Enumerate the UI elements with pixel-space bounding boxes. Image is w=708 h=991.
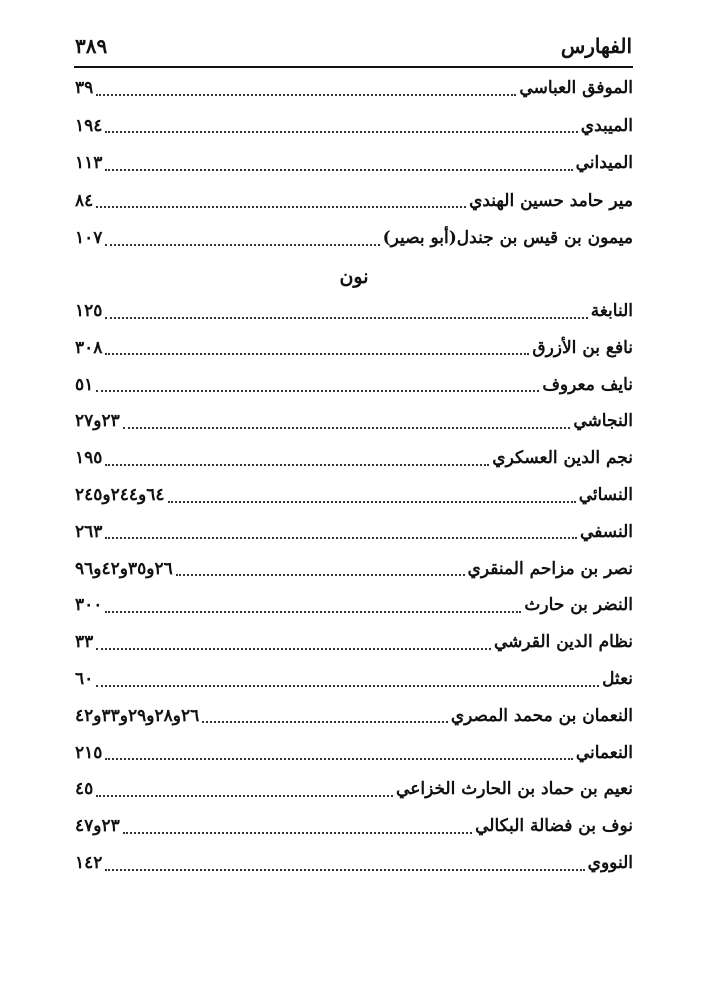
entry-pages: ٢١٥ [75, 742, 103, 763]
dot-leader [105, 463, 489, 466]
dot-leader [96, 794, 393, 797]
dot-leader [105, 243, 379, 246]
entry-name: الميبدي [580, 115, 633, 136]
page-title: الفهارس [560, 34, 632, 58]
entry-pages: ٣٠٠ [75, 595, 103, 616]
entry-name: النجاشي [573, 411, 633, 432]
index-entry [75, 186, 633, 216]
dot-leader [105, 130, 577, 133]
page-number: ٣٨٩ [75, 34, 108, 58]
dot-leader [168, 500, 576, 503]
entry-pages: ٥١ [75, 374, 94, 395]
entry-pages: ٨٤ [75, 190, 94, 211]
entry-name: نعيم بن حماد بن الحارث الخزاعي [396, 779, 633, 800]
dot-leader [105, 316, 587, 319]
index-entry [75, 517, 633, 547]
index-entry [75, 664, 633, 694]
page-header [75, 32, 632, 60]
index-entry [75, 554, 633, 584]
entry-name: نايف معروف [542, 374, 633, 395]
index-entry [75, 73, 633, 103]
index-entry [75, 370, 633, 400]
dot-leader [176, 573, 465, 576]
entry-name: النعماني [575, 742, 633, 763]
index-entry [75, 223, 633, 253]
entry-name: النضر بن حارث [524, 595, 633, 616]
dot-leader [105, 868, 584, 871]
entry-pages: ١٩٤ [75, 115, 103, 136]
dot-leader [105, 757, 572, 760]
entry-name: مير حامد حسين الهندي [469, 190, 633, 211]
entry-name: النووي [587, 853, 633, 873]
entry-name: النسائي [578, 485, 633, 505]
entry-name: ميمون بن قيس بن جندل(أبو بصير) [382, 228, 633, 248]
dot-leader [123, 831, 472, 834]
index-entry [75, 811, 633, 841]
index-entry [75, 333, 633, 363]
entry-pages: ٦٤و٢٤٤و٢٤٥ [75, 485, 165, 505]
dot-leader [202, 720, 448, 723]
index-entry [75, 774, 633, 804]
dot-leader [105, 168, 572, 171]
index-entry [75, 480, 633, 510]
entry-pages: ٢٦٣ [75, 521, 103, 542]
index-entry [75, 406, 633, 436]
index-entry [75, 296, 633, 326]
index-entry [75, 848, 633, 878]
entry-name: النابغة [590, 301, 633, 321]
index-entry [75, 111, 633, 141]
entry-pages: ١٠٧ [75, 228, 103, 248]
entry-pages: ٢٣و٢٧ [75, 411, 120, 432]
entry-pages: ٦٠ [75, 669, 94, 689]
entry-pages: ١١٣ [75, 153, 103, 173]
entry-name: نجم الدين العسكري [492, 448, 633, 469]
dot-leader [96, 205, 466, 208]
entry-pages: ٣٣ [75, 632, 94, 653]
section-heading: نون [339, 266, 369, 288]
entry-name: الموفق العباسي [519, 78, 633, 98]
entry-pages: ١٢٥ [75, 301, 103, 321]
index-entry [75, 738, 633, 768]
entry-pages: ٣٩ [75, 78, 94, 98]
entry-name: نافع بن الأزرق [532, 337, 633, 358]
entry-pages: ١٤٢ [75, 853, 103, 873]
index-entry [75, 443, 633, 473]
entry-pages: ٢٦و٣٥و٤٢و٩٦ [75, 558, 173, 579]
dot-leader [96, 684, 599, 687]
entry-name: النسفي [580, 521, 633, 542]
dot-leader [105, 610, 521, 613]
entry-name: نعثل [602, 669, 633, 689]
dot-leader [123, 426, 571, 429]
dot-leader [96, 93, 516, 96]
entry-pages: ٣٠٨ [75, 337, 103, 358]
dot-leader [105, 352, 529, 355]
entry-name: نظام الدين القرشي [493, 632, 633, 653]
entry-name: نوف بن فضالة البكالي [475, 816, 633, 837]
entry-pages: ٤٥ [75, 779, 94, 800]
entry-name: النعمان بن محمد المصري [450, 705, 633, 726]
entry-name: نصر بن مزاحم المنقري [467, 558, 633, 579]
entry-name: الميداني [575, 153, 633, 173]
entry-pages: ٢٣و٤٧ [75, 816, 120, 837]
dot-leader [96, 389, 539, 392]
entry-pages: ١٩٥ [75, 448, 103, 469]
entry-pages: ٢٦و٢٨و٢٩و٣٣و٤٢ [75, 705, 200, 726]
index-entry [75, 590, 633, 620]
header-divider [74, 66, 633, 68]
index-entry [75, 148, 633, 178]
dot-leader [96, 647, 491, 650]
index-entry [75, 701, 633, 731]
dot-leader [105, 536, 577, 539]
index-entry [75, 627, 633, 657]
